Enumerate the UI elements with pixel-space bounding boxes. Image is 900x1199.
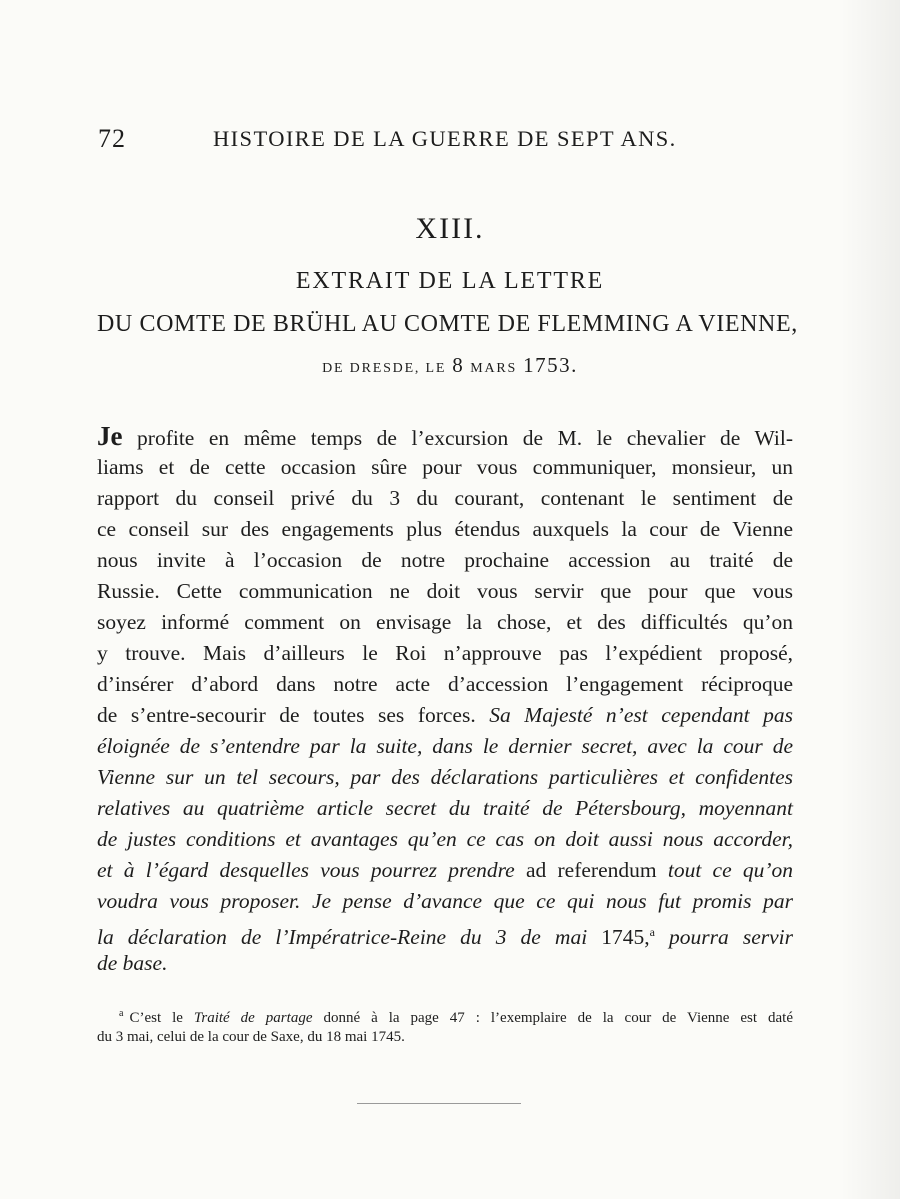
text-line-italic: de justes conditions et avantages qu’en ce cas on doit aussi nous accorder, (97, 827, 793, 851)
section-heading-line-1: EXTRAIT DE LA LETTRE (295, 268, 605, 294)
text-line (97, 916, 793, 948)
page-edge-shadow (840, 0, 900, 1199)
footnote-line (119, 1002, 793, 1026)
text-line-italic: voudra vous proposer. Je pense d’avance que ce qui nous fut promis par (97, 889, 793, 913)
text-line: y trouve. Mais d’ailleurs le Roi n’approuve pas l’expédient proposé, (97, 641, 793, 665)
separator-rule (357, 1103, 521, 1104)
text-line: nous invite à l’occasion de notre prochaine accession au traité de (97, 548, 793, 572)
text-line: Russie. Cette communication ne doit vous servir que pour que vous (97, 579, 793, 603)
text-line: liams et de cette occasion sûre pour vous communiquer, monsieur, un (97, 455, 793, 479)
footnote-text: donné à la page 47 : l’exemplaire de la cour de Vienne est daté (323, 1010, 793, 1026)
text-line-italic: éloignée de s’entendre par la suite, dans le dernier secret, avec la cour de (97, 734, 793, 758)
text-line: rapport du conseil privé du 3 du courant, contenant le sentiment de (97, 486, 793, 510)
text-italic: pourra servir (669, 925, 793, 949)
page-number: 72 (98, 124, 126, 153)
footnote-reference[interactable]: a (649, 925, 655, 939)
text-line-italic: de base. (97, 951, 168, 975)
text-italic: la déclaration de l’Impératrice-Reine du 3 de mai (97, 925, 588, 949)
dateline-prefix: DE DRESDE, LE (322, 361, 447, 376)
running-title: HISTOIRE DE LA GUERRE DE SEPT ANS. (213, 126, 677, 151)
footnote-italic: Traité de partage (193, 1010, 313, 1026)
text-line (97, 699, 793, 731)
text-roman: ad referendum (525, 858, 657, 882)
text-line-italic: relatives au quatrième article secret du traité de Pétersbourg, moyennant (97, 796, 793, 820)
dateline-day: 8 (452, 353, 465, 377)
running-head (0, 122, 900, 162)
text-italic: Sa Majesté n’est cependant pas (489, 703, 793, 727)
section-number: XIII. (415, 212, 485, 245)
text-roman: de s’entre-secourir de toutes ses forces. (97, 703, 476, 727)
text-italic: et à l’égard desquelles vous pourrez prendre (97, 858, 515, 882)
text-line: ce conseil sur des engagements plus étendus auxquels la cour de Vienne (97, 517, 793, 541)
footnote-mark: a (119, 1008, 124, 1019)
text-line-content: profite en même temps de l’excursion de M. le chevalier de Wil- (137, 426, 793, 450)
text-line (97, 854, 793, 886)
text-line: soyez informé comment on envisage la chose, et des difficultés qu’on (97, 610, 793, 634)
text-line: d’insérer d’abord dans notre acte d’accession l’engagement réciproque (97, 672, 793, 696)
text-italic: tout ce qu’on (667, 858, 794, 882)
footnote-text: C’est le (129, 1010, 183, 1026)
footnote-year (601, 925, 655, 949)
year-text: 1745, (601, 925, 650, 949)
dateline (0, 353, 900, 378)
text-line (97, 420, 793, 452)
text-line-italic: Vienne sur un tel secours, par des déclarations particulières et confidentes (97, 765, 793, 789)
dateline-month: MARS (470, 361, 518, 376)
footnote-line: du 3 mai, celui de la cour de Saxe, du 18 mai 1745. (97, 1029, 405, 1045)
section-heading-line-2: DU COMTE DE BRÜHL AU COMTE DE FLEMMING A VIENNE, (97, 311, 798, 337)
dateline-year: 1753. (523, 353, 578, 377)
drop-cap: Je (97, 421, 123, 451)
